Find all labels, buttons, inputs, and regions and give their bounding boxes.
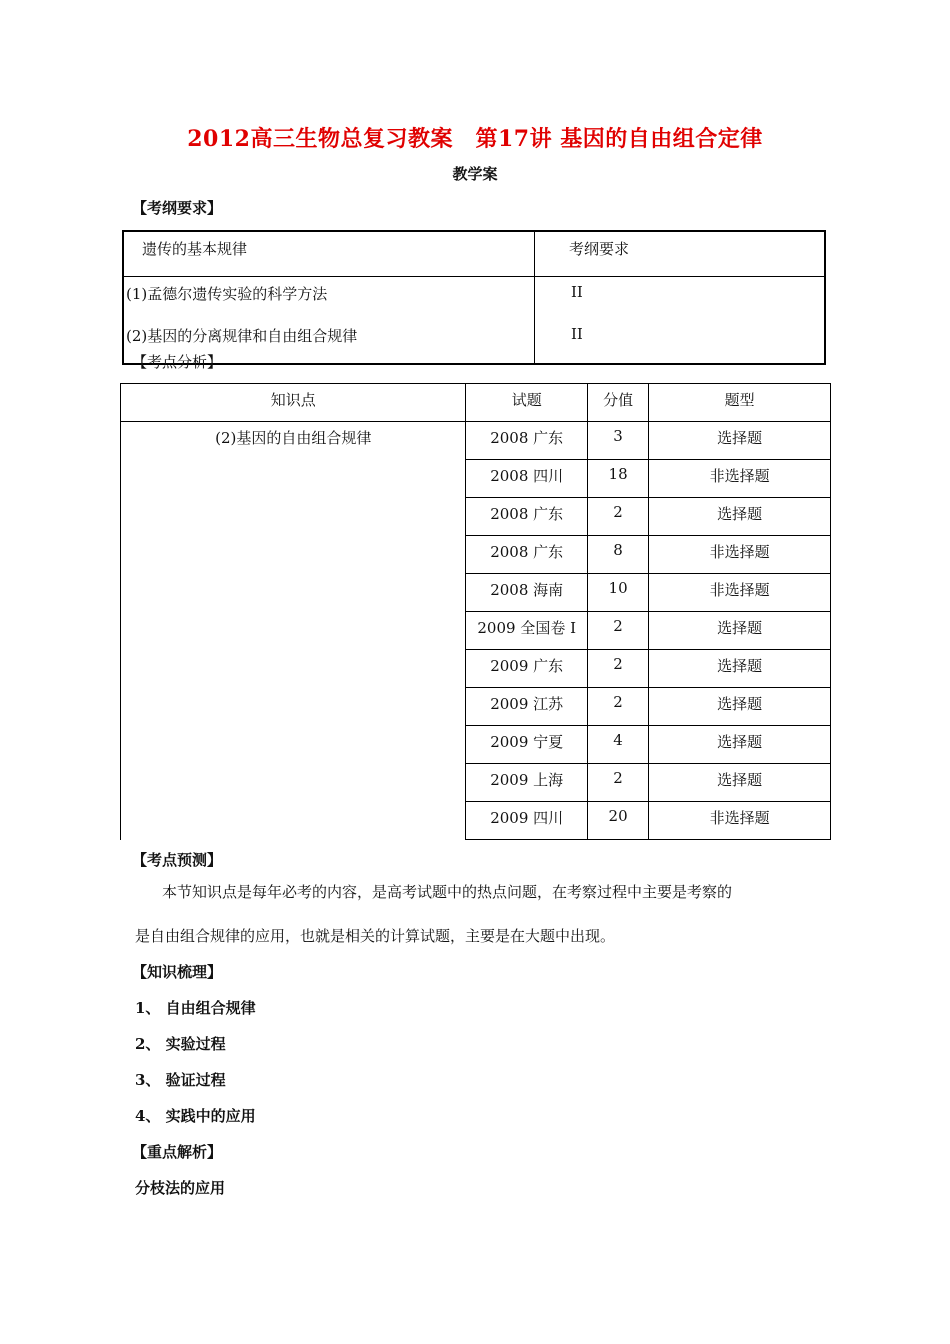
header-cell: 分值	[587, 384, 648, 422]
table-cell: 2008 四川	[466, 460, 588, 498]
table-cell: 2	[587, 688, 648, 726]
section-analysis: 【考点分析】	[132, 353, 223, 371]
table-row	[123, 277, 825, 320]
table-cell: 2	[587, 650, 648, 688]
table-cell: 18	[587, 460, 648, 498]
table-cell: 非选择题	[649, 536, 831, 574]
table-cell: 2009 全国卷 I	[466, 612, 588, 650]
table-cell: 选择题	[649, 612, 831, 650]
table-cell: 选择题	[649, 764, 831, 802]
table-cell: (2)基因的分离规律和自由组合规律	[123, 319, 535, 364]
table-cell: 2009 上海	[466, 764, 588, 802]
table-cell: 2009 广东	[466, 650, 588, 688]
table-cell: 2	[587, 498, 648, 536]
section-requirements: 【考纲要求】	[132, 199, 223, 217]
table-cell: 2	[587, 764, 648, 802]
table-cell: 4	[587, 726, 648, 764]
knowledge-item: 4、 实践中的应用	[135, 1107, 256, 1125]
table-cell: II	[571, 283, 583, 301]
table-cell: 3	[587, 422, 648, 460]
knowledge-item: 1、 自由组合规律	[135, 999, 256, 1017]
table-row	[123, 319, 825, 364]
table-cell: 选择题	[649, 726, 831, 764]
knowledge-item: 2、 实验过程	[135, 1035, 226, 1053]
prediction-text-line2: 是自由组合规律的应用，也就是相关的计算试题，主要是在大题中出现。	[135, 927, 616, 945]
table-cell: 选择题	[649, 688, 831, 726]
analysis-table	[120, 383, 831, 840]
table-cell: 2009 宁夏	[466, 726, 588, 764]
key-topic: 分枝法的应用	[135, 1179, 226, 1197]
table-cell: 20	[587, 802, 648, 840]
table-cell: 2	[587, 612, 648, 650]
table-cell: 10	[587, 574, 648, 612]
header-cell: 知识点	[121, 384, 466, 422]
table-cell: 选择题	[649, 422, 831, 460]
table-cell: 2008 广东	[466, 422, 588, 460]
table-header-row	[121, 384, 831, 422]
section-knowledge: 【知识梳理】	[132, 963, 223, 981]
table-cell: 非选择题	[649, 460, 831, 498]
section-key: 【重点解析】	[132, 1143, 223, 1161]
prediction-text-line1: 本节知识点是每年必考的内容，是高考试题中的热点问题，在考察过程中主要是考察的	[162, 883, 733, 901]
table-cell: 2009 江苏	[466, 688, 588, 726]
document-title: 2012高三生物总复习教案 第17讲 基因的自由组合定律	[187, 126, 763, 152]
table-cell: 2008 广东	[466, 498, 588, 536]
table-cell: 非选择题	[649, 574, 831, 612]
knowledge-item: 3、 验证过程	[135, 1071, 226, 1089]
header-cell: 试题	[466, 384, 588, 422]
section-prediction: 【考点预测】	[132, 851, 223, 869]
document-subtitle: 教学案	[452, 165, 498, 183]
table-cell: II	[571, 325, 583, 343]
table-cell: 2008 海南	[466, 574, 588, 612]
header-cell: 题型	[649, 384, 831, 422]
knowledge-point-cell: (2)基因的自由组合规律	[121, 422, 466, 840]
table-cell: 选择题	[649, 498, 831, 536]
table-cell: (1)孟德尔遗传实验的科学方法	[123, 277, 535, 320]
header-cell: 遗传的基本规律	[123, 231, 535, 277]
table-cell: 非选择题	[649, 802, 831, 840]
table-cell: 2008 广东	[466, 536, 588, 574]
table-cell: 选择题	[649, 650, 831, 688]
requirements-table	[122, 230, 826, 365]
table-cell: 2009 四川	[466, 802, 588, 840]
table-row	[121, 422, 831, 460]
header-cell: 考纲要求	[535, 231, 826, 277]
table-header-row	[123, 231, 825, 277]
table-cell: 8	[587, 536, 648, 574]
